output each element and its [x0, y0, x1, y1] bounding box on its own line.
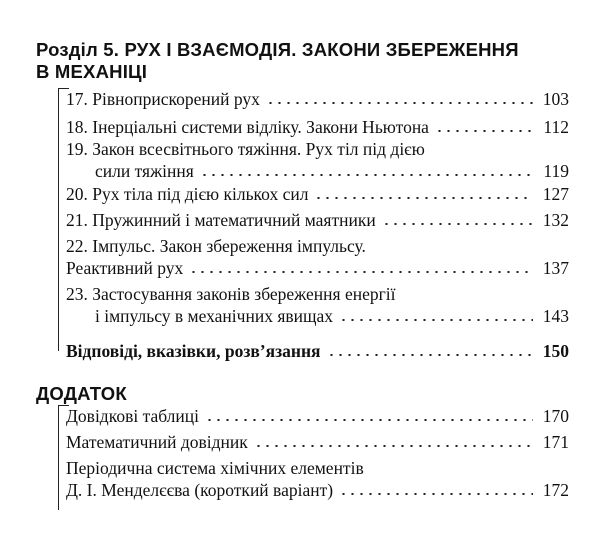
section-title-line1: Розділ 5. РУХ І ВЗАЄМОДІЯ. ЗАКОНИ ЗБЕРЕЖЕННЯ [36, 39, 519, 60]
page-number: 170 [542, 406, 569, 426]
page-number: 127 [542, 184, 569, 204]
toc-entry-22[interactable] [66, 235, 569, 279]
toc-entry-17[interactable] [66, 88, 569, 110]
dot-leader [254, 445, 533, 447]
section-heading [36, 39, 519, 83]
toc-entry-title: 17. Рівноприскорений рух [66, 89, 260, 109]
toc-entry-18[interactable] [66, 116, 569, 138]
toc-entry-23[interactable] [66, 283, 569, 327]
page-number: 132 [542, 210, 569, 230]
appendix-entry-math[interactable] [66, 431, 569, 453]
dot-leader [189, 271, 533, 273]
toc-entry-title-line1: 23. Застосування законів збереження енергії [66, 284, 396, 304]
answers-title: Відповіді, вказівки, розв’язання [66, 341, 321, 361]
page-number: 112 [543, 117, 569, 137]
page-number: 137 [542, 258, 569, 278]
toc-entry-19[interactable] [66, 138, 569, 182]
page-number: 150 [542, 341, 569, 361]
appendix-heading [36, 383, 127, 405]
dot-leader [314, 197, 533, 199]
page-number: 172 [542, 480, 569, 500]
section-title-line2: В МЕХАНІЦІ [36, 61, 148, 82]
page-number: 143 [542, 306, 569, 326]
toc-entry-title-line2: Реактивний рух [66, 258, 184, 278]
dot-leader [266, 102, 533, 104]
toc-entry-title: 18. Інерціальні системи відліку. Закони Ньютона [66, 117, 429, 137]
dot-leader [205, 419, 533, 421]
appendix-entry-title: Математичний довідник [66, 432, 248, 452]
toc-entry-title-line2: сили тяжіння [95, 161, 194, 181]
toc-entry-title: 21. Пружинний і математичний маятники [66, 210, 376, 230]
page-number: 119 [543, 161, 569, 181]
appendix-entry-title-line2: Д. І. Менделєєва (короткий варіант) [66, 480, 334, 500]
appendix-title: ДОДАТОК [36, 383, 127, 404]
toc-entry-title-line1: 22. Імпульс. Закон збереження імпульсу. [66, 236, 366, 256]
dot-leader [339, 319, 533, 321]
dot-leader [200, 174, 533, 176]
toc-entry-20[interactable] [66, 183, 569, 205]
toc-entry-title: 20. Рух тіла під дією кількох сил [66, 184, 309, 204]
dot-leader [339, 493, 533, 495]
page-number: 103 [542, 89, 569, 109]
toc-entry-title-line2: і імпульсу в механічних явищах [95, 306, 333, 326]
appendix-entry-tables[interactable] [66, 405, 569, 427]
dot-leader [435, 130, 533, 132]
appendix-entry-title-line1: Періодична система хімічних елементів [66, 458, 364, 478]
appendix-entry-title: Довідкові таблиці [66, 406, 200, 426]
toc-entry-title-line1: 19. Закон всесвітнього тяжіння. Рух тіл під дією [66, 139, 425, 159]
appendix-entry-periodic-table[interactable] [66, 457, 569, 501]
toc-entry-answers[interactable] [66, 340, 569, 362]
dot-leader [327, 354, 533, 356]
dot-leader [382, 223, 533, 225]
toc-entry-21[interactable] [66, 209, 569, 231]
page-number: 171 [542, 432, 569, 452]
